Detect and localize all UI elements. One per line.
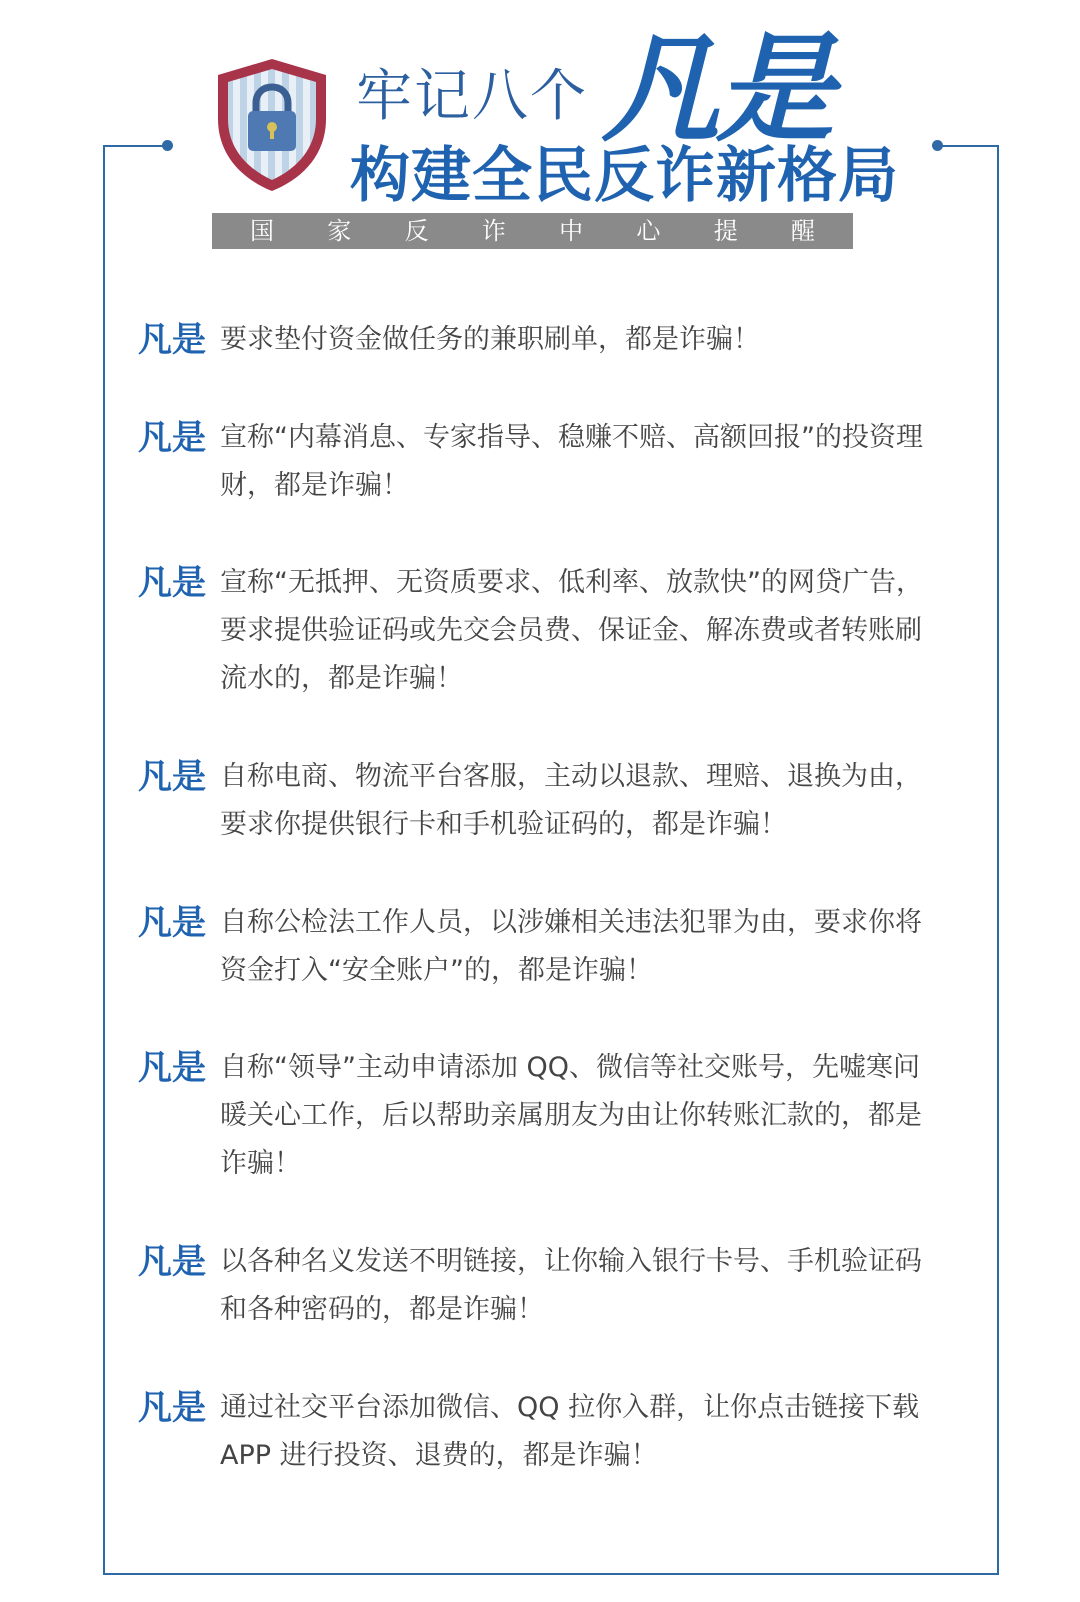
banner-char: 诈 xyxy=(481,217,506,245)
item-tag: 凡是 xyxy=(138,563,206,603)
item-tag: 凡是 xyxy=(138,1048,206,1088)
item-text: 宣称“无抵押、无资质要求、低利率、放款快”的网贷广告，要求提供验证码或先交会员费、保证金、解冻费或者转账刷流水的，都是诈骗！ xyxy=(220,567,923,694)
item-text: 宣称“内幕消息、专家指导、稳赚不赔、高额回报”的投资理财，都是诈骗！ xyxy=(220,422,923,501)
banner-char: 家 xyxy=(327,217,352,245)
item-text: 自称电商、物流平台客服，主动以退款、理赔、退换为由，要求你提供银行卡和手机验证码的，都是诈骗！ xyxy=(220,761,922,840)
banner-char: 提 xyxy=(713,217,738,245)
banner-char: 国 xyxy=(250,217,274,245)
title-line2: 构建全民反诈新格局 xyxy=(350,141,899,211)
frame-dot-left xyxy=(162,140,173,151)
item-text: 通过社交平台添加微信、QQ 拉你入群，让你点击链接下载 APP 进行投资、退费的，都是诈骗！ xyxy=(220,1392,920,1471)
frame-dot-right xyxy=(932,140,943,151)
item-text: 要求垫付资金做任务的兼职刷单，都是诈骗！ xyxy=(220,324,760,355)
item-tag: 凡是 xyxy=(138,1242,206,1282)
item-tag: 凡是 xyxy=(138,903,206,943)
frame-top-left-segment xyxy=(103,145,165,147)
banner-national-anti-fraud-center xyxy=(212,213,853,249)
banner-char: 醒 xyxy=(790,217,815,245)
banner-char: 中 xyxy=(559,217,584,245)
item-text: 自称“领导”主动申请添加 QQ、微信等社交账号，先嘘寒问暖关心工作，后以帮助亲属朋友为由让你转账汇款的，都是诈骗！ xyxy=(220,1052,922,1179)
item-tag: 凡是 xyxy=(138,320,206,360)
item-text: 以各种名义发送不明链接，让你输入银行卡号、手机验证码和各种密码的，都是诈骗！ xyxy=(220,1246,922,1325)
banner-char: 反 xyxy=(404,217,429,245)
banner-char: 心 xyxy=(636,217,661,245)
item-tag: 凡是 xyxy=(138,418,206,458)
title-line1: 牢记八个 xyxy=(356,64,588,129)
title-emphasis: 凡是 xyxy=(602,19,831,158)
shield-lock-icon xyxy=(212,55,332,195)
item-text: 自称公检法工作人员，以涉嫌相关违法犯罪为由，要求你将资金打入“安全账户”的，都是诈骗！ xyxy=(220,907,922,986)
frame-top-right-segment xyxy=(938,145,999,147)
item-tag: 凡是 xyxy=(138,757,206,797)
item-tag: 凡是 xyxy=(138,1388,206,1428)
